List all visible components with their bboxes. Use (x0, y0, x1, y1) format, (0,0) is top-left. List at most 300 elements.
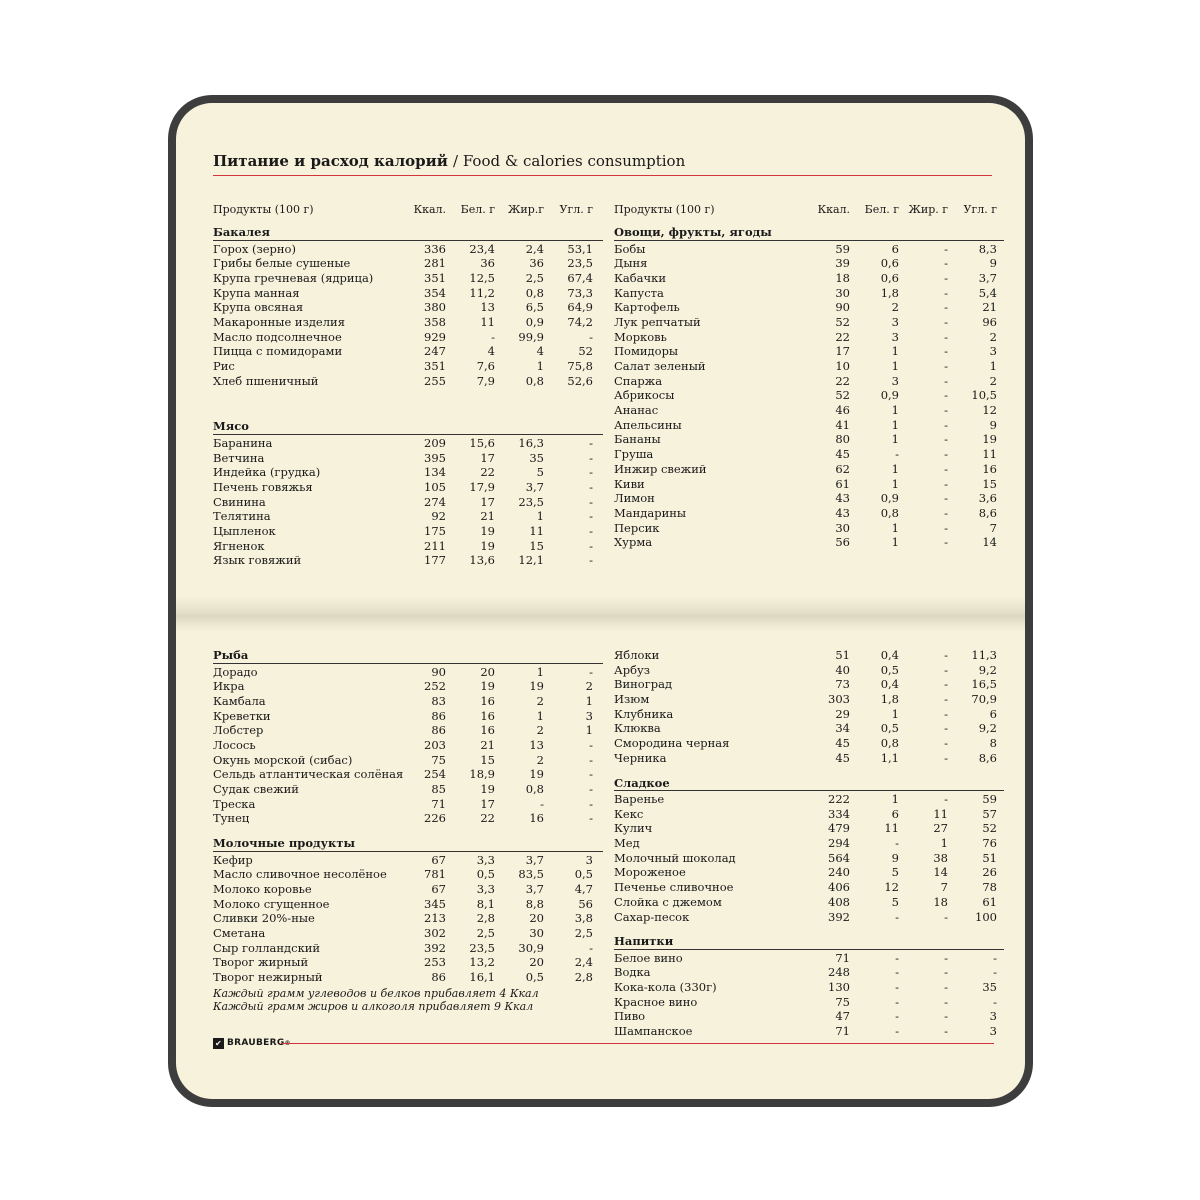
nutrient-value: 1 (536, 708, 544, 723)
nutrient-value: - (589, 465, 593, 480)
nutrient-value: 67 (431, 881, 446, 896)
nutrient-value: 380 (424, 300, 446, 315)
product-name: Кабачки (614, 270, 666, 285)
nutrient-value: 254 (424, 767, 446, 782)
nutrient-value: 130 (828, 980, 850, 995)
table-row (213, 738, 603, 753)
product-name: Икра (213, 679, 245, 694)
brand-checkmark-icon: ✔ (214, 1038, 222, 1048)
nutrient-value: - (993, 994, 997, 1009)
product-name: Тунец (213, 811, 250, 826)
nutrient-value: - (589, 509, 593, 524)
nutrient-value: - (589, 782, 593, 796)
table-row (614, 535, 1004, 550)
nutrient-value: 2 (536, 723, 544, 738)
nutrient-value: 14 (933, 865, 948, 880)
nutrient-value: 19 (529, 767, 544, 782)
table-row (614, 462, 1004, 477)
nutrient-value: 2,5 (476, 926, 495, 940)
nutrient-value: 6,5 (525, 300, 544, 315)
product-name: Кока-кола (330г) (614, 980, 717, 995)
nutrient-value: 19 (529, 679, 544, 694)
nutrient-value: 71 (835, 1024, 850, 1039)
nutrient-value: - (895, 994, 899, 1009)
nutrient-value: 1 (891, 535, 899, 550)
nutrient-value: 392 (828, 909, 850, 924)
product-name: Инжир свежий (614, 461, 707, 476)
nutrient-value: - (944, 994, 948, 1009)
nutrient-value: 1 (585, 693, 593, 708)
table-row (213, 782, 603, 797)
page-title (213, 151, 992, 176)
product-name: Варенье (614, 792, 665, 806)
nutrient-value: - (895, 836, 899, 851)
nutrient-value: - (589, 538, 593, 553)
nutrient-value: - (944, 447, 948, 462)
table-row (614, 521, 1004, 536)
nutrient-value: 0,9 (880, 388, 899, 403)
nutrient-value: 3 (891, 329, 899, 344)
nutrient-value: 2,8 (476, 911, 495, 926)
product-name: Изюм (614, 692, 650, 707)
nutrient-value: 3 (585, 852, 593, 867)
nutrient-value: - (589, 435, 593, 450)
nutrient-value: - (993, 950, 997, 965)
nutrient-value: 5,4 (978, 285, 997, 300)
nutrient-value: 18,9 (469, 767, 495, 782)
product-name: Свинина (213, 494, 266, 509)
nutrient-value: 564 (828, 850, 850, 865)
nutrient-value: 17 (480, 796, 495, 811)
nutrient-value: 100 (975, 909, 997, 924)
nutrient-value: 16,1 (469, 970, 495, 985)
nutrient-value: 0,4 (880, 648, 899, 662)
nutrient-value: - (895, 447, 899, 462)
nutrient-value: - (944, 403, 948, 418)
nutrient-value: 16,5 (971, 677, 997, 692)
nutrient-value: 12,5 (469, 270, 495, 285)
product-name: Сахар-песок (614, 909, 690, 924)
nutrient-value: 12 (884, 880, 899, 895)
product-name: Красное вино (614, 994, 698, 1009)
nutrient-value: 11 (884, 821, 899, 836)
nutrient-value: - (491, 329, 495, 344)
table-row (213, 436, 603, 451)
nutrient-value: 0,8 (880, 736, 899, 751)
section-gap (614, 924, 1004, 934)
nutrient-value: 83,5 (518, 867, 544, 882)
title-en: / Food & calories consumption (453, 152, 686, 170)
section-gap (614, 766, 1004, 776)
table-row (213, 797, 603, 812)
product-name: Кулич (614, 821, 653, 836)
product-name: Масло подсолнечное (213, 329, 342, 344)
nutrient-value: 30 (835, 285, 850, 300)
table-row (614, 242, 1004, 257)
column-header (213, 203, 603, 225)
nutrient-value: 0,5 (880, 721, 899, 736)
table-row (213, 767, 603, 782)
nutrient-value: 274 (424, 494, 446, 509)
table-row (213, 553, 603, 568)
table-row (213, 524, 603, 539)
nutrient-value: 15 (982, 476, 997, 491)
product-name: Крупа овсяная (213, 300, 304, 315)
nutrient-value: 2 (536, 693, 544, 708)
nutrient-value: 1,1 (880, 750, 899, 765)
column-header-value: Жир.г (508, 203, 544, 216)
nutrient-value: 90 (431, 664, 446, 679)
nutrient-value: 8,1 (476, 896, 495, 911)
table-row (614, 821, 1004, 836)
section-title: Сладкое (614, 776, 1004, 792)
column-header-value: Бел. г (864, 203, 899, 216)
nutrient-value: 47 (835, 1009, 850, 1024)
nutrient-value: - (589, 524, 593, 538)
nutrient-value: - (944, 505, 948, 520)
nutrient-value: 22 (835, 329, 850, 344)
product-name: Хурма (614, 535, 653, 550)
product-name: Капуста (614, 285, 664, 300)
product-name: Ананас (614, 403, 659, 418)
table-row (614, 359, 1004, 374)
product-name: Грибы белые сушеные (213, 256, 351, 271)
table-row (614, 418, 1004, 433)
nutrient-value: 71 (431, 796, 446, 811)
nutrient-value: 302 (424, 926, 446, 940)
product-name: Груша (614, 447, 654, 462)
title-ru: Питание и расход калорий (213, 152, 448, 170)
nutrient-value: 177 (424, 553, 446, 568)
nutrient-value: 1,8 (880, 285, 899, 300)
nutrient-value: 175 (424, 524, 446, 538)
nutrient-value: 929 (424, 329, 446, 344)
nutrient-value: 56 (835, 535, 850, 550)
product-name: Сыр голландский (213, 940, 321, 955)
product-name: Киви (614, 476, 645, 491)
nutrient-value: 1 (891, 476, 899, 491)
nutrient-value: 9 (891, 850, 899, 865)
nutrient-value: 351 (424, 359, 446, 373)
nutrient-value: - (944, 909, 948, 924)
table-row (213, 256, 603, 271)
nutrient-value: 3,7 (525, 881, 544, 896)
nutrient-value: - (944, 980, 948, 995)
nutrient-value: - (944, 461, 948, 476)
nutrient-value: 5 (891, 865, 899, 880)
table-row (614, 447, 1004, 462)
product-name: Сельдь атлантическая солёная (213, 767, 404, 782)
nutrient-value: 240 (828, 865, 850, 880)
product-name: Судак свежий (213, 782, 299, 796)
product-name: Окунь морской (сибас) (213, 752, 353, 767)
table-row (614, 880, 1004, 895)
nutrient-value: 4,7 (574, 881, 593, 896)
product-name: Крупа гречневая (ядрица) (213, 270, 374, 285)
product-name: Лимон (614, 491, 655, 506)
product-name: Ягненок (213, 538, 265, 553)
nutrient-value: 408 (828, 894, 850, 909)
nutrient-value: 1 (585, 723, 593, 738)
nutrient-value: - (589, 737, 593, 752)
nutrient-value: 7,6 (476, 359, 495, 373)
table-row (213, 723, 603, 738)
nutrient-value: 21 (982, 300, 997, 315)
column-header-value: Угл. г (559, 203, 593, 216)
product-name: Цыпленок (213, 524, 276, 538)
product-name: Яблоки (614, 648, 660, 662)
table-row (213, 753, 603, 768)
nutrient-value: 71 (835, 950, 850, 965)
nutrient-value: - (944, 373, 948, 388)
table-row (213, 955, 603, 970)
product-name: Молочный шоколад (614, 850, 736, 865)
table-row (213, 665, 603, 680)
nutrient-value: 96 (982, 314, 997, 329)
section-title: Напитки (614, 934, 1004, 950)
table-row (213, 694, 603, 709)
table-row (213, 315, 603, 330)
product-name: Дыня (614, 256, 648, 271)
nutrient-value: 80 (835, 432, 850, 447)
product-name: Сметана (213, 926, 266, 940)
table-row (213, 344, 603, 359)
nutrient-value: 7,9 (476, 373, 495, 388)
nutrient-value: 2 (536, 752, 544, 767)
nutrient-value: 1 (989, 359, 997, 373)
nutrient-value: 105 (424, 479, 446, 494)
nutrient-value: 21 (480, 509, 495, 524)
nutrient-value: 336 (424, 241, 446, 256)
product-name: Шампанское (614, 1024, 693, 1039)
nutrient-value: 78 (982, 880, 997, 895)
product-name: Язык говяжий (213, 553, 302, 568)
table-row (614, 677, 1004, 692)
nutrient-value: 1 (891, 403, 899, 418)
nutrient-value: 0,5 (525, 970, 544, 985)
nutrient-value: 395 (424, 450, 446, 465)
nutrient-value: 4 (536, 344, 544, 359)
nutrient-value: 27 (933, 821, 948, 836)
section-title: Бакалея (213, 225, 603, 241)
nutrient-value: 15 (529, 538, 544, 553)
nutrient-value: 406 (828, 880, 850, 895)
product-name: Рис (213, 359, 235, 373)
nutrient-value: - (944, 692, 948, 707)
nutrient-value: 7 (940, 880, 948, 895)
nutrient-value: 213 (424, 911, 446, 926)
nutrient-value: 23,5 (469, 940, 495, 955)
table-row (213, 465, 603, 480)
nutrient-value: 75 (835, 994, 850, 1009)
nutrient-value: 3,7 (525, 852, 544, 867)
product-name: Водка (614, 965, 651, 980)
nutrient-value: 61 (982, 894, 997, 909)
column-header-value: Бел. г (460, 203, 495, 216)
nutrient-value: 5 (536, 465, 544, 480)
nutrient-value: 35 (529, 450, 544, 465)
nutrient-value: 19 (480, 782, 495, 796)
product-name: Клюква (614, 721, 661, 736)
nutrient-value: 86 (431, 708, 446, 723)
product-name: Индейка (грудка) (213, 465, 321, 480)
nutrient-value: 7 (989, 520, 997, 535)
table-row (213, 811, 603, 826)
nutrient-value: 35 (982, 980, 997, 995)
nutrient-value: - (944, 270, 948, 285)
nutrient-value: 0,4 (880, 677, 899, 692)
page-fold (176, 596, 1025, 632)
nutrient-value: 392 (424, 940, 446, 955)
table-row (614, 721, 1004, 736)
nutrient-value: 0,8 (525, 373, 544, 388)
column-header-value: Угл. г (963, 203, 997, 216)
nutrient-value: - (895, 1024, 899, 1039)
product-name: Мороженое (614, 865, 686, 880)
nutrient-value: 70,9 (971, 692, 997, 707)
table-row (213, 330, 603, 345)
nutrient-value: 22 (480, 811, 495, 826)
nutrient-value: 3 (989, 1009, 997, 1024)
nutrient-value: 53,1 (567, 241, 593, 256)
nutrient-value: 41 (835, 417, 850, 432)
nutrient-value: - (944, 520, 948, 535)
table-row (614, 965, 1004, 980)
table-row (213, 911, 603, 926)
product-name: Молоко коровье (213, 881, 312, 896)
brand-name: BRAUBERG (227, 1038, 285, 1048)
nutrient-value: 1 (891, 706, 899, 721)
nutrient-value: 19 (480, 679, 495, 694)
product-name: Хлеб пшеничный (213, 373, 319, 388)
table-row (213, 941, 603, 956)
nutrient-value: 3 (989, 1024, 997, 1039)
section-gap (213, 826, 603, 836)
section-gap (213, 388, 603, 419)
nutrient-value: - (944, 476, 948, 491)
nutrient-value: 16 (982, 461, 997, 476)
nutrient-value: - (944, 1024, 948, 1039)
nutrient-value: 0,9 (880, 491, 899, 506)
nutrient-value: 17,9 (469, 479, 495, 494)
table-row (614, 271, 1004, 286)
nutrient-value: 11,3 (971, 648, 997, 662)
table-row (614, 910, 1004, 925)
nutrient-value: 12,1 (518, 553, 544, 568)
product-name: Виноград (614, 677, 673, 692)
nutrient-value: 22 (480, 465, 495, 480)
nutrient-value: 13,6 (469, 553, 495, 568)
nutrient-value: - (589, 767, 593, 782)
product-name: Клубника (614, 706, 674, 721)
nutrient-value: 255 (424, 373, 446, 388)
nutrient-value: 30 (529, 926, 544, 940)
table-row (614, 736, 1004, 751)
nutrient-value: - (944, 329, 948, 344)
nutrient-value: 5 (891, 894, 899, 909)
table-row (614, 851, 1004, 866)
table-bottom-left (213, 648, 603, 985)
table-row (213, 374, 603, 389)
nutrient-value: - (944, 344, 948, 359)
nutrient-value: 2,5 (574, 926, 593, 940)
nutrient-value: 14 (982, 535, 997, 550)
nutrient-value: 20 (480, 664, 495, 679)
nutrient-value: 9,2 (978, 662, 997, 677)
nutrient-value: - (589, 796, 593, 811)
nutrient-value: 76 (982, 836, 997, 851)
nutrient-value: 92 (431, 509, 446, 524)
nutrient-value: 30 (835, 520, 850, 535)
note-line: Каждый грамм жиров и алкоголя прибавляет 9 Ккал (213, 1000, 534, 1013)
nutrient-value: 46 (835, 403, 850, 418)
nutrient-value: 17 (480, 450, 495, 465)
table-row (213, 300, 603, 315)
nutrient-value: 15 (480, 752, 495, 767)
brand-logo (213, 1035, 291, 1051)
nutrient-value: - (944, 662, 948, 677)
nutrient-value: - (589, 450, 593, 465)
nutrient-value: 52 (835, 388, 850, 403)
nutrient-value: 38 (933, 850, 948, 865)
nutrient-value: 17 (480, 494, 495, 509)
table-row (213, 451, 603, 466)
table-row (614, 951, 1004, 966)
table-row (614, 663, 1004, 678)
nutrient-value: 73 (835, 677, 850, 692)
nutrient-value: 45 (835, 447, 850, 462)
table-row (614, 792, 1004, 807)
nutrient-value: 0,6 (880, 256, 899, 271)
nutrient-value: 51 (835, 648, 850, 662)
table-row (614, 491, 1004, 506)
nutrient-value: 10,5 (971, 388, 997, 403)
product-name: Треска (213, 796, 256, 811)
nutrient-value: 11 (480, 314, 495, 329)
nutrient-value: 9,2 (978, 721, 997, 736)
nutrient-value: 16,3 (518, 435, 544, 450)
nutrient-value: 18 (835, 270, 850, 285)
product-name: Пиво (614, 1009, 646, 1024)
nutrient-value: 22 (835, 373, 850, 388)
nutrient-value: 43 (835, 505, 850, 520)
nutrient-value: 99,9 (518, 329, 544, 344)
nutrient-value: - (944, 677, 948, 692)
product-name: Мед (614, 836, 640, 851)
table-row (614, 374, 1004, 389)
product-name: Горох (зерно) (213, 241, 296, 256)
nutrient-value: 3,8 (574, 911, 593, 926)
nutrient-value: 3,3 (476, 881, 495, 896)
table-row (614, 315, 1004, 330)
table-row (614, 477, 1004, 492)
nutrient-value: 334 (828, 806, 850, 821)
nutrient-value: 16 (480, 723, 495, 738)
product-name: Салат зеленый (614, 359, 706, 373)
nutrient-value: 61 (835, 476, 850, 491)
nutrient-value: 2,8 (574, 970, 593, 985)
nutrient-value: 211 (424, 538, 446, 553)
nutrient-value: 3,7 (525, 479, 544, 494)
nutrient-value: - (895, 1009, 899, 1024)
nutrient-value: 62 (835, 461, 850, 476)
table-row (213, 867, 603, 882)
nutrient-value: 16 (529, 811, 544, 826)
nutrient-value: 11 (933, 806, 948, 821)
nutrient-value: - (589, 479, 593, 494)
table-row (614, 344, 1004, 359)
table-row (213, 679, 603, 694)
